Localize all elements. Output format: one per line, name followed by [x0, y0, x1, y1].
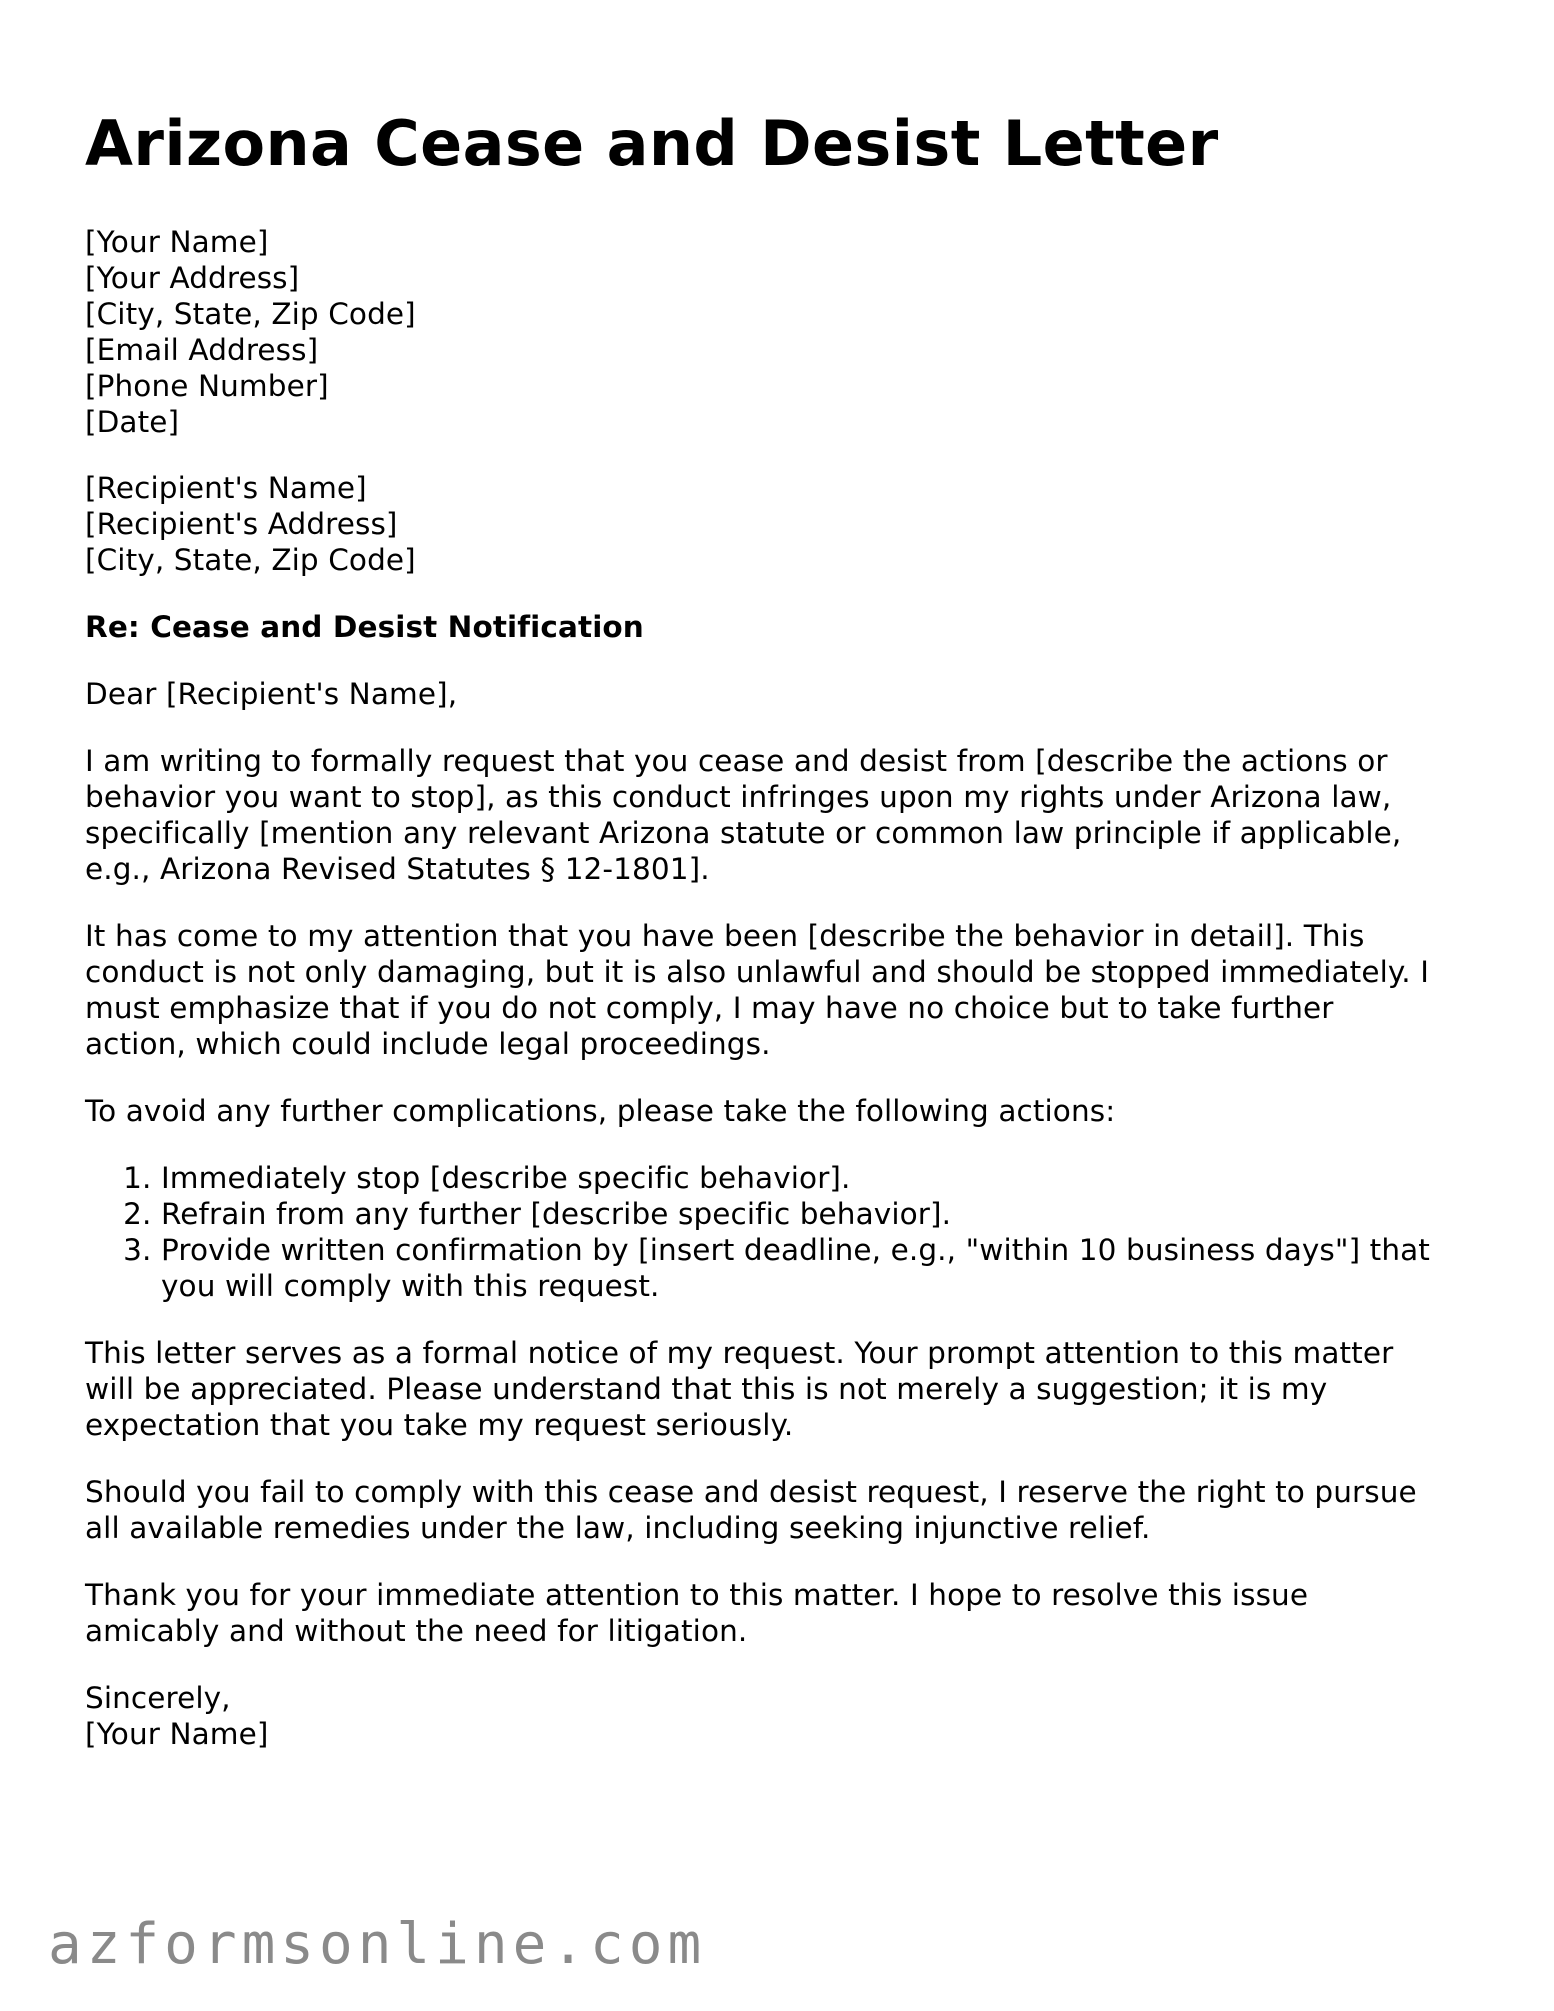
- closing: Sincerely,: [85, 1681, 231, 1715]
- recipient-address: [Recipient's Address]: [85, 507, 398, 541]
- recipient-city-state-zip: [City, State, Zip Code]: [85, 543, 416, 577]
- paragraph-request: [85, 743, 1485, 887]
- paragraph-line: This letter serves as a formal notice of my request. Your prompt attention to this matter: [85, 1336, 1394, 1370]
- actions-list: [85, 1160, 1485, 1304]
- paragraph-actions-intro: To avoid any further complications, please take the following actions:: [85, 1094, 1116, 1128]
- sender-city-state-zip: [City, State, Zip Code]: [85, 297, 416, 331]
- site-watermark: azformsonline.com: [48, 1912, 707, 1977]
- sender-address: [Your Address]: [85, 261, 300, 295]
- paragraph-line: I am writing to formally request that you cease and desist from [describe the actions or: [85, 744, 1388, 778]
- paragraph-line: It has come to my attention that you have been [describe the behavior in detail]. This: [85, 919, 1365, 953]
- salutation: Dear [Recipient's Name],: [85, 677, 458, 711]
- paragraph-formal-notice: [85, 1335, 1485, 1443]
- subject-line: Re: Cease and Desist Notification: [85, 610, 644, 644]
- list-item-text: 1. Immediately stop [describe specific behavior].: [161, 1161, 851, 1195]
- sender-email: [Email Address]: [85, 333, 319, 367]
- recipient-block: [85, 470, 1485, 578]
- sender-name: [Your Name]: [85, 225, 269, 259]
- paragraph-remedies: [85, 1474, 1485, 1546]
- paragraph-line: must emphasize that if you do not comply, I may have no choice but to take further: [85, 991, 1334, 1025]
- list-item: [161, 1232, 1485, 1304]
- paragraph-line: Should you fail to comply with this cease and desist request, I reserve the right to pursue: [85, 1475, 1417, 1509]
- paragraph-line: all available remedies under the law, including seeking injunctive relief.: [85, 1511, 1151, 1545]
- paragraph-line: e.g., Arizona Revised Statutes § 12-1801].: [85, 852, 710, 886]
- list-item-text: 2. Refrain from any further [describe specific behavior].: [161, 1197, 952, 1231]
- signature-name: [Your Name]: [85, 1717, 269, 1751]
- paragraph-behavior: [85, 918, 1485, 1062]
- paragraph-line: amicably and without the need for litigation.: [85, 1614, 748, 1648]
- paragraph-line: specifically [mention any relevant Arizona statute or common law principle if applicable,: [85, 816, 1402, 850]
- sender-phone: [Phone Number]: [85, 369, 329, 403]
- paragraph-line: will be appreciated. Please understand that this is not merely a suggestion; it is my: [85, 1372, 1328, 1406]
- closing-block: [85, 1680, 1485, 1752]
- paragraph-line: conduct is not only damaging, but it is also unlawful and should be stopped immediately. I: [85, 955, 1430, 989]
- paragraph-thanks: [85, 1577, 1485, 1649]
- paragraph-line: action, which could include legal proceedings.: [85, 1027, 771, 1061]
- list-item-text: 3. Provide written confirmation by [insert deadline, e.g., "within 10 business days"] that: [161, 1233, 1430, 1267]
- list-item-text: you will comply with this request.: [161, 1269, 660, 1303]
- paragraph-line: behavior you want to stop], as this conduct infringes upon my rights under Arizona law,: [85, 780, 1392, 814]
- sender-date: [Date]: [85, 405, 180, 439]
- recipient-name: [Recipient's Name]: [85, 471, 367, 505]
- list-item: [161, 1160, 1485, 1196]
- list-item: [161, 1196, 1485, 1232]
- letter-page: [85, 100, 1485, 1752]
- paragraph-line: expectation that you take my request seriously.: [85, 1408, 794, 1442]
- paragraph-line: Thank you for your immediate attention to this matter. I hope to resolve this issue: [85, 1578, 1309, 1612]
- page-title: Arizona Cease and Desist Letter: [85, 107, 1219, 180]
- sender-block: [85, 224, 1485, 440]
